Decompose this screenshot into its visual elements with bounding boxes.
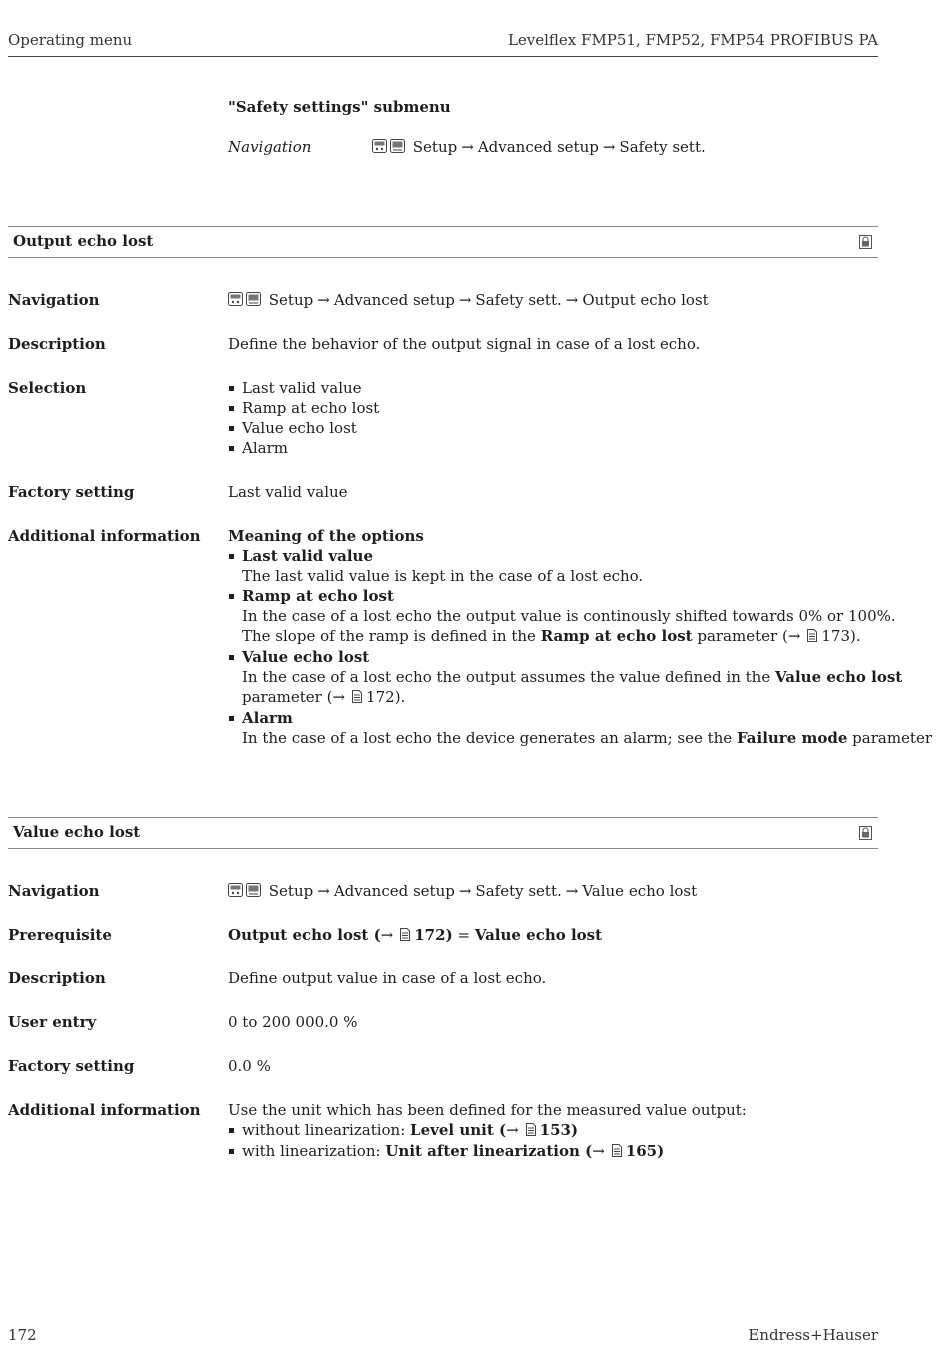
submenu-navigation-label: Navigation <box>228 138 312 156</box>
submenu-title: "Safety settings" submenu <box>228 98 451 116</box>
paren-close: ) <box>570 1121 579 1139</box>
parameter-name: Failure mode <box>736 729 848 747</box>
nav-path-step: Setup <box>268 882 314 900</box>
option-text: parameter <box>847 729 932 747</box>
option-name: Value echo lost <box>242 648 370 666</box>
paren-open: ( <box>579 1142 593 1160</box>
option-name: Alarm <box>242 709 293 727</box>
factory-setting-value: 0.0 % <box>228 1057 271 1075</box>
nav-path-step: Advanced setup <box>333 882 455 900</box>
write-protect-lock-icon <box>859 234 872 254</box>
nav-path-step: Advanced setup <box>477 138 599 156</box>
option-meaning-item <box>228 647 903 708</box>
description-text: Define the behavior of the output signal in case of a lost echo. <box>228 335 701 353</box>
page-reference[interactable]: 153 <box>539 1121 571 1139</box>
navigation-path <box>228 290 888 312</box>
nav-path-step: Safety sett. <box>619 138 706 156</box>
arrow-right-icon: → <box>461 138 474 156</box>
option-text: In the case of a lost echo the output value is continously shifted towards 0% or 100%. <box>242 607 896 625</box>
paren-open: ( <box>368 926 381 944</box>
arrow-right-icon: → <box>458 291 472 309</box>
row-label: Navigation <box>8 291 100 309</box>
arrow-right-icon: → <box>787 627 801 645</box>
parameter-name: Value echo lost <box>774 668 903 686</box>
selection-list <box>228 378 888 458</box>
header-section-title: Operating menu <box>8 31 133 49</box>
arrow-right-icon: → <box>458 882 472 900</box>
unit-item <box>228 1141 888 1162</box>
footer-brand: Endress+Hauser <box>748 1326 878 1344</box>
parameter-value: Value echo lost <box>474 926 603 944</box>
row-label: User entry <box>8 1013 97 1031</box>
option-meaning-item <box>228 708 932 748</box>
option-text: In the case of a lost echo the output assumes the value defined in the <box>242 668 775 686</box>
row-label: Description <box>8 969 106 987</box>
option-text: The last valid value is kept in the case of a lost echo. <box>242 567 644 585</box>
unit-item-prefix: without linearization: <box>242 1121 411 1139</box>
nav-path-step: Setup <box>412 138 458 156</box>
navigation-path <box>228 881 888 903</box>
row-label: Factory setting <box>8 1057 135 1075</box>
keypad-display-icon <box>228 883 262 903</box>
nav-path-step: Safety sett. <box>475 291 562 309</box>
paren-open: ( <box>493 1121 507 1139</box>
additional-info-content <box>228 1100 888 1162</box>
paren-close: ) <box>445 926 453 944</box>
arrow-right-icon: → <box>506 1121 519 1139</box>
options-heading: Meaning of the options <box>228 527 424 545</box>
row-label: Description <box>8 335 106 353</box>
paren-close: ) <box>657 1142 665 1160</box>
arrow-right-icon: → <box>592 1142 605 1160</box>
arrow-right-icon: → <box>317 882 330 900</box>
nav-path-step: Advanced setup <box>333 291 455 309</box>
option-text: ). <box>394 688 406 706</box>
unit-item-prefix: with linearization: <box>242 1142 386 1160</box>
option-name: Last valid value <box>242 547 373 565</box>
document-page-icon <box>806 627 818 647</box>
option-text: In the case of a lost echo the device generates an alarm; see the <box>242 729 737 747</box>
parameter-name: Output echo lost <box>228 926 369 944</box>
additional-info-intro: Use the unit which has been defined for the measured value output: <box>228 1101 747 1119</box>
option-text: parameter ( <box>242 688 333 706</box>
option-text: ). <box>850 627 861 645</box>
selection-option: Ramp at echo lost <box>228 398 888 418</box>
arrow-right-icon: → <box>317 291 330 309</box>
nav-path-step: Setup <box>268 291 314 309</box>
page-reference[interactable]: 173 <box>821 627 851 645</box>
unit-item <box>228 1120 888 1141</box>
row-label: Factory setting <box>8 483 135 501</box>
section-header-value-echo-lost <box>8 817 878 849</box>
document-page-icon <box>351 688 363 708</box>
row-label: Prerequisite <box>8 926 112 944</box>
document-page-icon <box>399 926 411 946</box>
document-page-icon <box>611 1142 623 1162</box>
option-text: The slope of the ramp is defined in the <box>242 627 541 645</box>
section-header-output-echo-lost <box>8 226 878 258</box>
document-page-icon <box>525 1121 537 1141</box>
parameter-name: Unit after linearization <box>385 1142 580 1160</box>
option-name: Ramp at echo lost <box>242 587 394 605</box>
arrow-right-icon: → <box>332 688 346 706</box>
prerequisite-value <box>228 925 888 946</box>
page-reference[interactable]: 165 <box>625 1142 658 1160</box>
option-meaning-item <box>228 586 896 647</box>
submenu-navigation-path <box>372 137 706 159</box>
equals-sign: = <box>457 926 471 944</box>
selection-option: Value echo lost <box>228 418 888 438</box>
header-divider <box>8 56 878 57</box>
user-entry-value: 0 to 200 000.0 % <box>228 1013 358 1031</box>
row-label: Selection <box>8 379 87 397</box>
row-label: Additional information <box>8 527 201 545</box>
section-title: Output echo lost <box>13 232 154 250</box>
section-title: Value echo lost <box>13 823 141 841</box>
parameter-name: Level unit <box>410 1121 494 1139</box>
arrow-right-icon: → <box>380 926 394 944</box>
arrow-right-icon: → <box>602 138 616 156</box>
description-text: Define output value in case of a lost echo. <box>228 969 547 987</box>
header-product-title: Levelflex FMP51, FMP52, FMP54 PROFIBUS PA <box>507 31 878 49</box>
page-number: 172 <box>8 1326 37 1344</box>
selection-option: Last valid value <box>228 378 888 398</box>
nav-path-step: Safety sett. <box>475 882 562 900</box>
selection-option: Alarm <box>228 438 888 458</box>
option-meaning-item <box>228 546 888 586</box>
page-reference[interactable]: 172 <box>366 688 395 706</box>
write-protect-lock-icon <box>859 825 872 845</box>
row-label: Navigation <box>8 882 100 900</box>
option-text: parameter ( <box>692 627 788 645</box>
factory-setting-value: Last valid value <box>228 483 348 501</box>
arrow-right-icon: → <box>565 882 579 900</box>
arrow-right-icon: → <box>565 291 579 309</box>
nav-path-step: Output echo lost <box>582 291 709 309</box>
additional-info-content <box>228 526 932 748</box>
parameter-name: Ramp at echo lost <box>540 627 693 645</box>
page-reference[interactable]: 172 <box>414 926 446 944</box>
keypad-display-icon <box>228 292 262 312</box>
nav-path-step: Value echo lost <box>582 882 698 900</box>
row-label: Additional information <box>8 1101 201 1119</box>
keypad-display-icon <box>372 139 406 159</box>
